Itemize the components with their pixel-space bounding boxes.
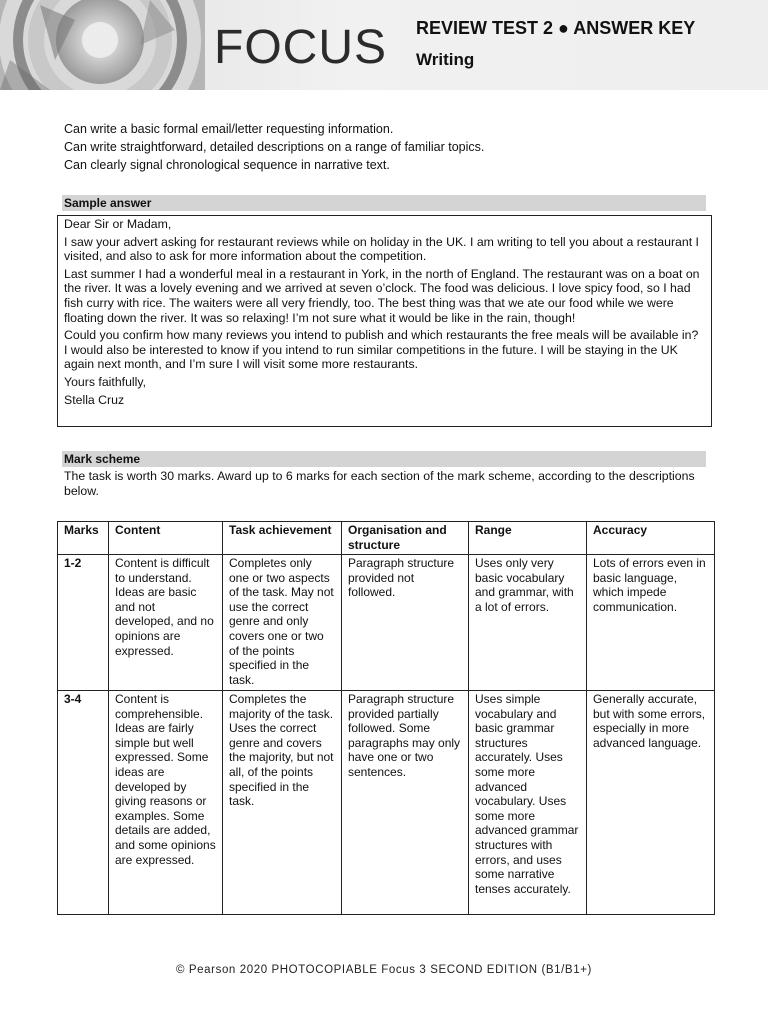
cell-accuracy: Lots of errors even in basic language, which impede communication. <box>587 555 715 691</box>
column-header-organisation: Organisation and structure <box>342 522 469 555</box>
sample-answer-heading: Sample answer <box>62 195 706 211</box>
sample-paragraph: Stella Cruz <box>64 392 125 407</box>
cell-marks: 3-4 <box>58 691 109 915</box>
sample-paragraph: I saw your advert asking for restaurant reviews while on holiday in the UK. I am writing to tell you about a restaurant I visited, and also to ask for more information about the competition. <box>64 234 699 264</box>
column-header-accuracy: Accuracy <box>587 522 715 555</box>
mark-scheme-heading: Mark scheme <box>62 451 706 467</box>
table-row <box>58 691 715 915</box>
brand-logo: FOCUS <box>214 21 387 74</box>
cell-range: Uses simple vocabulary and basic grammar structures accurately. Uses some more advanced vocabulary. Uses some more advanced grammar structures with errors, and uses some narrative tenses accurately. <box>469 691 587 915</box>
objectives-list <box>64 120 484 174</box>
cell-organisation: Paragraph structure provided partially followed. Some paragraphs may only have one or two sentences. <box>342 691 469 915</box>
sample-paragraph: Yours faithfully, <box>64 374 147 389</box>
objective-item: Can write straightforward, detailed descriptions on a range of familiar topics. <box>64 140 485 154</box>
column-header-task: Task achievement <box>223 522 342 555</box>
column-header-content: Content <box>109 522 223 555</box>
table-row <box>58 555 715 691</box>
page-header <box>0 0 768 90</box>
column-header-range: Range <box>469 522 587 555</box>
objective-item: Can write a basic formal email/letter requesting information. <box>64 122 394 136</box>
logo-graphic-icon <box>0 0 205 90</box>
table-header-row <box>58 522 715 555</box>
cell-marks: 1-2 <box>58 555 109 691</box>
cell-content: Content is comprehensible. Ideas are fairly simple but well expressed. Some ideas are developed by giving reasons or examples. Some details are added, and some opinions are expressed. <box>109 691 223 915</box>
sample-paragraph: Last summer I had a wonderful meal in a restaurant in York, in the north of England. The restaurant was on a boat on the river. It was a lovely evening and we arrived at seven o’clock. The food was delicious. I love spicy food, so I had fish curry with rice. The waiters were all very friendly, too. The best thing was that we ate our food while we were floating down the river. It was so relaxing! I’m not sure what it would be like in the rain, though! <box>64 266 700 325</box>
cell-task: Completes only one or two aspects of the task. May not use the correct genre and only covers one or two of the points specified in the task. <box>223 555 342 691</box>
sample-answer-box <box>57 215 712 427</box>
sample-paragraph: Could you confirm how many reviews you intend to publish and which restaurants the free meals will be available in? I would also be interested to know if you intend to run similar competitions in the future. I will be staying in the UK again next month, and I’m sure I will visit some more restaurants. <box>64 328 699 372</box>
cell-range: Uses only very basic vocabulary and grammar, with a lot of errors. <box>469 555 587 691</box>
sample-paragraph: Dear Sir or Madam, <box>64 217 172 231</box>
column-header-marks: Marks <box>58 522 109 555</box>
objective-item: Can clearly signal chronological sequence in narrative text. <box>64 158 390 172</box>
mark-scheme-table <box>57 521 715 915</box>
cell-accuracy: Generally accurate, but with some errors, especially in more advanced language. <box>587 691 715 915</box>
cell-content: Content is difficult to understand. Ideas are basic and not developed, and no opinions are expressed. <box>109 555 223 691</box>
page-footer: © Pearson 2020 PHOTOCOPIABLE Focus 3 SECOND EDITION (B1/B1+) <box>176 964 592 976</box>
mark-scheme-intro: The task is worth 30 marks. Award up to 6 marks for each section of the mark scheme, according to the descriptions below. <box>64 469 695 498</box>
page-title: REVIEW TEST 2 ● ANSWER KEY <box>416 18 696 38</box>
cell-organisation: Paragraph structure provided not followed. <box>342 555 469 691</box>
page-subtitle: Writing <box>416 50 475 69</box>
cell-task: Completes the majority of the task. Uses the correct genre and covers the majority, but not all, of the points specified in the task. <box>223 691 342 915</box>
